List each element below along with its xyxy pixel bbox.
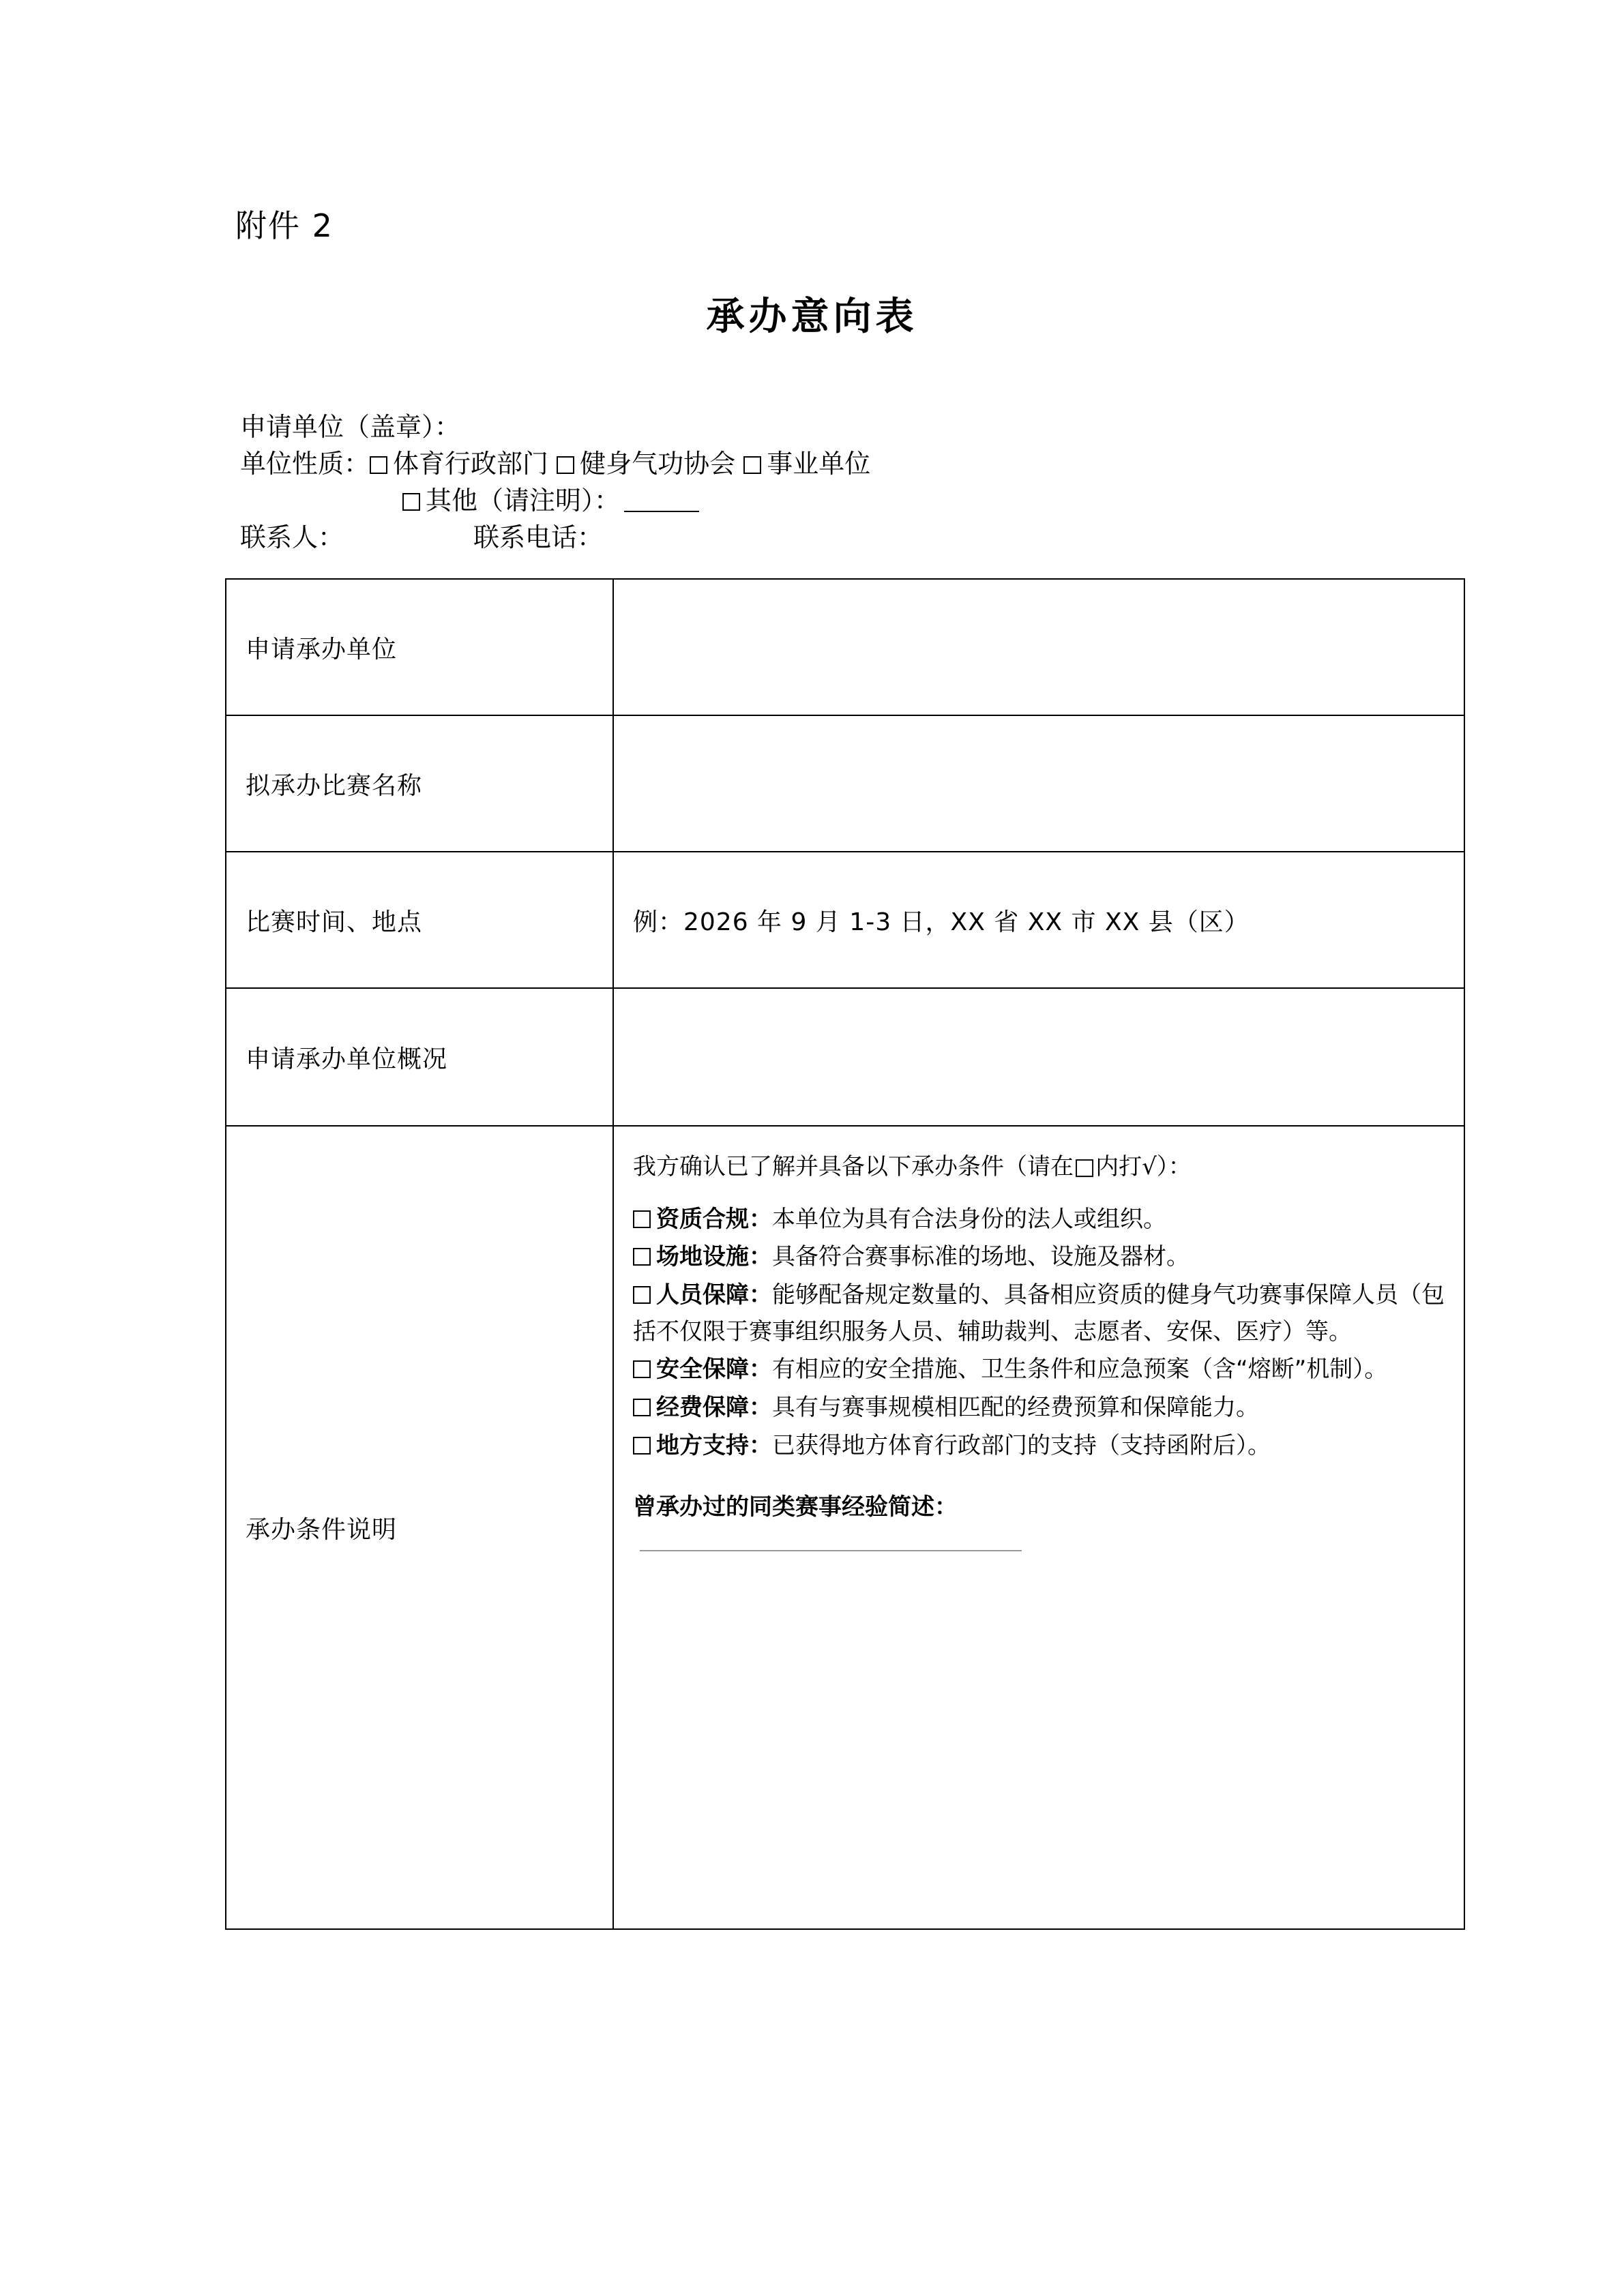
row-value-competition-name[interactable] (613, 715, 1464, 852)
table-row (226, 1126, 1464, 1929)
condition-text-4: 具有与赛事规模相匹配的经费预算和保障能力。 (772, 1394, 1259, 1422)
row-value-applicant-unit[interactable] (613, 579, 1464, 715)
condition-title-1: 场地设施： (656, 1243, 772, 1271)
nature-option-1: 健身气功协会 (580, 448, 736, 479)
checkbox-nature-1[interactable] (557, 456, 574, 474)
list-item (633, 1390, 1445, 1427)
checkbox-condition-3[interactable] (633, 1360, 651, 1378)
condition-title-0: 资质合规： (656, 1205, 772, 1233)
row-value-time-place[interactable]: 例：2026 年 9 月 1-3 日，XX 省 XX 市 XX 县（区） (613, 852, 1464, 988)
checkbox-condition-5[interactable] (633, 1437, 651, 1455)
list-item (633, 1202, 1445, 1238)
condition-title-4: 经费保障： (656, 1394, 772, 1422)
table-row (226, 852, 1464, 988)
row-label-conditions: 承办条件说明 (226, 1126, 613, 1929)
checkbox-nature-0[interactable] (370, 456, 387, 474)
list-item (633, 1277, 1445, 1350)
table-row (226, 715, 1464, 852)
nature-option-0: 体育行政部门 (393, 448, 549, 479)
checkbox-condition-1[interactable] (633, 1248, 651, 1266)
nature-option-2: 事业单位 (767, 448, 871, 479)
condition-text-5: 已获得地方体育行政部门的支持（支持函附后）。 (772, 1431, 1271, 1459)
condition-text-0: 本单位为具有合法身份的法人或组织。 (772, 1205, 1166, 1233)
unit-nature-label: 单位性质： (240, 448, 370, 479)
contact-person-label: 联系人： (240, 522, 344, 552)
row-label-competition-name: 拟承办比赛名称 (226, 715, 613, 852)
page-title: 承办意向表 (706, 294, 918, 339)
checkbox-nature-2[interactable] (743, 456, 761, 474)
condition-title-3: 安全保障： (656, 1356, 772, 1384)
other-option-input[interactable] (624, 511, 699, 512)
checkbox-condition-2[interactable] (633, 1286, 651, 1304)
attachment-label: 附件 2 (235, 207, 334, 244)
list-item (633, 1428, 1445, 1465)
experience-input-line[interactable] (640, 1549, 1022, 1551)
applicant-unit-label: 申请单位（盖章）： (240, 412, 461, 442)
experience-label: 曾承办过的同类赛事经验简述： (633, 1493, 958, 1521)
list-item (633, 1352, 1445, 1388)
condition-title-5: 地方支持： (656, 1431, 772, 1459)
intent-form-table (225, 578, 1465, 1930)
condition-text-3: 有相应的安全措施、卫生条件和应急预案（含“熔断”机制）。 (772, 1356, 1388, 1384)
condition-text-2: 能够配备规定数量的、具备相应资质的健身气功赛事保障人员（包括不仅限于赛事组织服务人员、辅助裁判、志愿者、安保、医疗）等。 (633, 1281, 1445, 1345)
checkbox-condition-4[interactable] (633, 1399, 651, 1416)
row-label-unit-profile: 申请承办单位概况 (226, 988, 613, 1126)
table-row (226, 579, 1464, 715)
meta-block (240, 409, 1400, 556)
conditions-intro: 我方确认已了解并具备以下承办条件（请在□内打√）： (633, 1153, 1192, 1180)
row-value-unit-profile[interactable] (613, 988, 1464, 1126)
condition-title-2: 人员保障： (656, 1281, 772, 1309)
unit-nature-row (240, 446, 1400, 483)
conditions-list (633, 1202, 1445, 1465)
condition-text-1: 具备符合赛事标准的场地、设施及器材。 (772, 1243, 1190, 1271)
contact-row (240, 520, 1400, 556)
checkbox-condition-0[interactable] (633, 1210, 651, 1228)
other-option-label: 其他（请注明）： (426, 485, 621, 516)
list-item (633, 1239, 1445, 1276)
table-row (226, 988, 1464, 1126)
contact-phone-label: 联系电话： (473, 522, 604, 552)
row-value-conditions (613, 1126, 1464, 1929)
other-option-row (240, 483, 1400, 520)
applicant-unit-row (240, 409, 1400, 446)
checkbox-nature-other[interactable] (402, 493, 420, 511)
row-label-time-place: 比赛时间、地点 (226, 852, 613, 988)
row-label-applicant-unit: 申请承办单位 (226, 579, 613, 715)
